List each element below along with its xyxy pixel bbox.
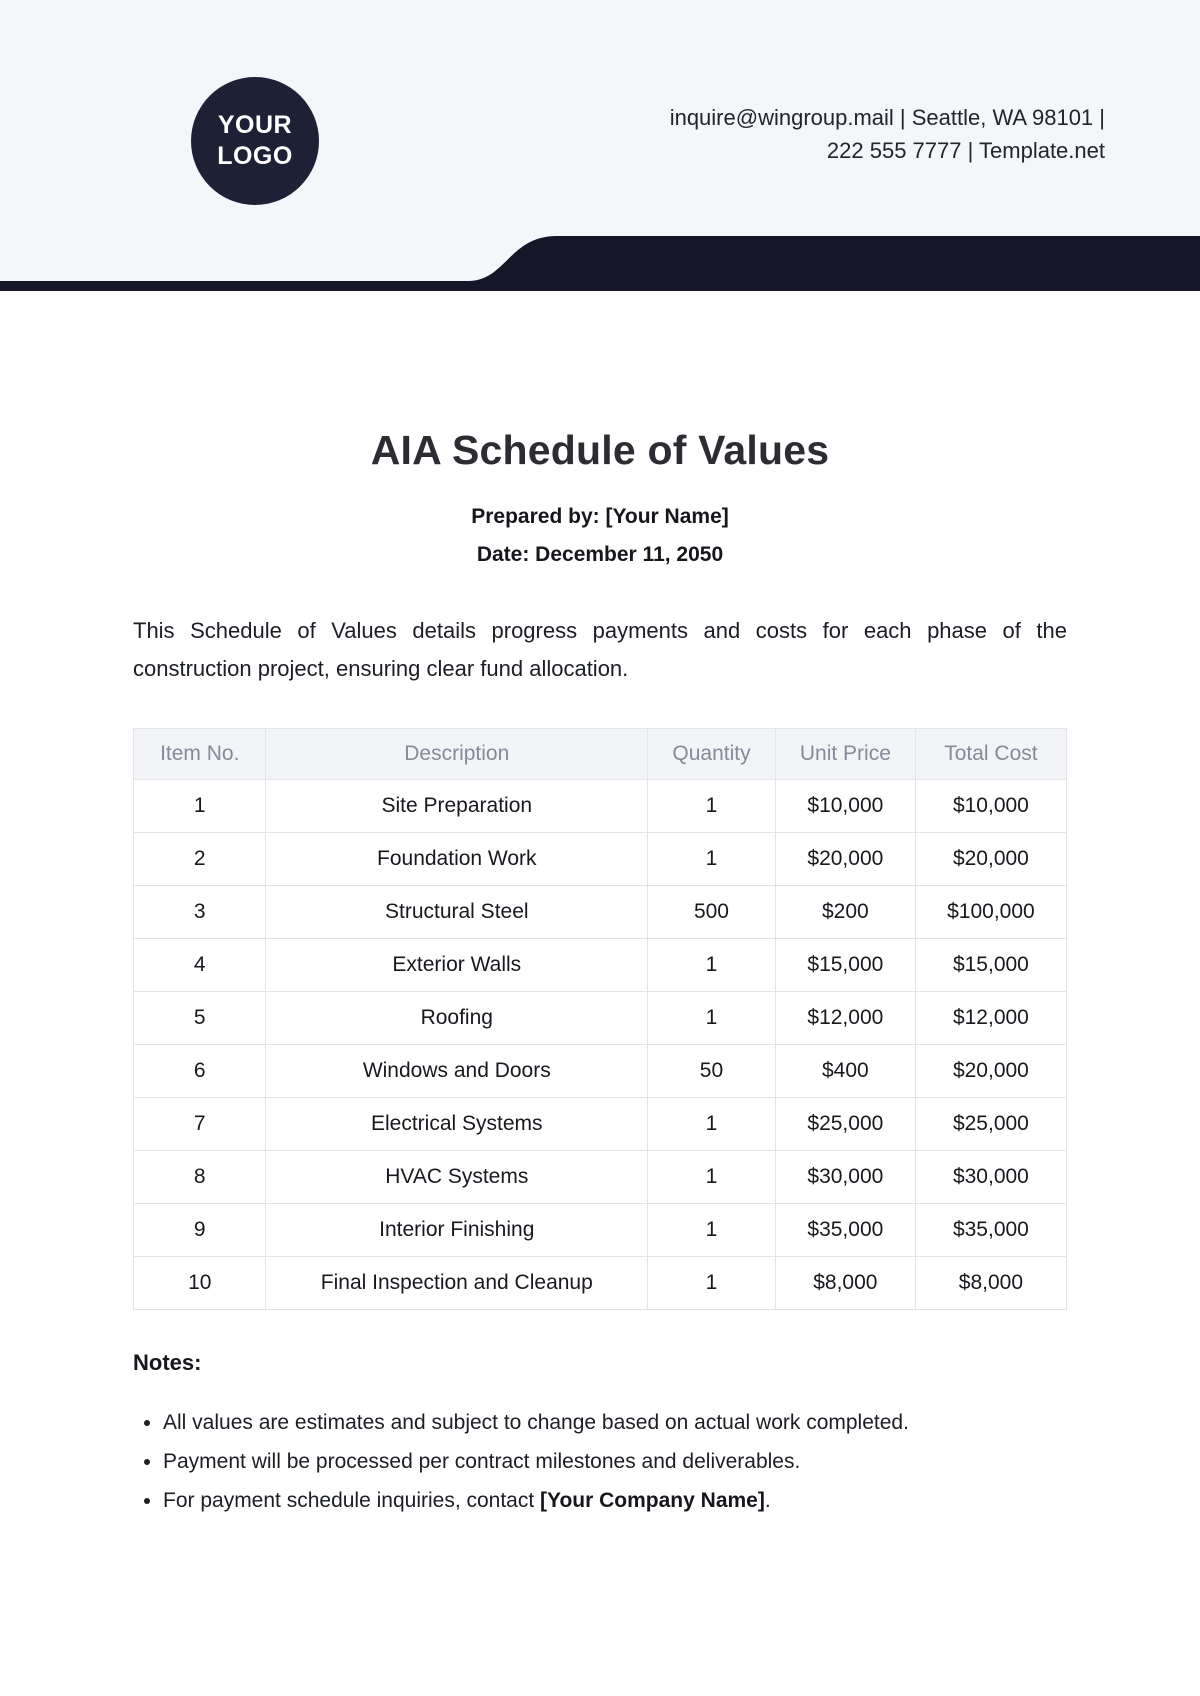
cell-total-cost: $25,000 bbox=[915, 1098, 1066, 1151]
cell-quantity: 1 bbox=[648, 780, 776, 833]
intro-paragraph: This Schedule of Values details progress payments and costs for each phase of the construction project, ensuring clear fund allocation. bbox=[133, 618, 1067, 681]
header-swoosh-graphic bbox=[0, 231, 1200, 291]
cell-quantity: 1 bbox=[648, 1257, 776, 1310]
note-text: All values are estimates and subject to change based on actual work completed. bbox=[163, 1411, 909, 1434]
cell-total-cost: $12,000 bbox=[915, 992, 1066, 1045]
table-header bbox=[134, 729, 1067, 780]
cell-item-no: 9 bbox=[134, 1204, 266, 1257]
cell-unit-price: $8,000 bbox=[775, 1257, 915, 1310]
cell-description: Roofing bbox=[266, 992, 648, 1045]
logo-text bbox=[217, 110, 293, 172]
cell-description: Interior Finishing bbox=[266, 1204, 648, 1257]
table-row bbox=[134, 886, 1067, 939]
cell-unit-price: $35,000 bbox=[775, 1204, 915, 1257]
cell-unit-price: $15,000 bbox=[775, 939, 915, 992]
cell-description: Electrical Systems bbox=[266, 1098, 648, 1151]
table-row bbox=[134, 1098, 1067, 1151]
notes-list bbox=[133, 1403, 1067, 1520]
cell-total-cost: $15,000 bbox=[915, 939, 1066, 992]
cell-item-no: 10 bbox=[134, 1257, 266, 1310]
cell-total-cost: $20,000 bbox=[915, 833, 1066, 886]
table-row bbox=[134, 1045, 1067, 1098]
document-body bbox=[133, 426, 1067, 1520]
column-header-total-cost: Total Cost bbox=[915, 729, 1066, 780]
cell-quantity: 1 bbox=[648, 1204, 776, 1257]
cell-unit-price: $400 bbox=[775, 1045, 915, 1098]
cell-item-no: 7 bbox=[134, 1098, 266, 1151]
cell-description: HVAC Systems bbox=[266, 1151, 648, 1204]
schedule-of-values-table bbox=[133, 728, 1067, 1310]
cell-item-no: 2 bbox=[134, 833, 266, 886]
note-company-placeholder: [Your Company Name] bbox=[540, 1489, 765, 1512]
table-row bbox=[134, 939, 1067, 992]
prepared-by-line: Prepared by: [Your Name] bbox=[471, 505, 729, 528]
logo-text-line1: YOUR bbox=[217, 111, 293, 139]
note-text: Payment will be processed per contract milestones and deliverables. bbox=[163, 1450, 801, 1473]
table-row bbox=[134, 1204, 1067, 1257]
cell-item-no: 3 bbox=[134, 886, 266, 939]
cell-quantity: 1 bbox=[648, 833, 776, 886]
cell-quantity: 500 bbox=[648, 886, 776, 939]
cell-total-cost: $8,000 bbox=[915, 1257, 1066, 1310]
note-item bbox=[163, 1403, 1067, 1442]
cell-quantity: 50 bbox=[648, 1045, 776, 1098]
page-title: AIA Schedule of Values bbox=[370, 427, 830, 473]
table-row bbox=[134, 1257, 1067, 1310]
cell-total-cost: $100,000 bbox=[915, 886, 1066, 939]
column-header-quantity: Quantity bbox=[648, 729, 776, 780]
cell-unit-price: $30,000 bbox=[775, 1151, 915, 1204]
table-row bbox=[134, 992, 1067, 1045]
table-body bbox=[134, 780, 1067, 1310]
cell-item-no: 8 bbox=[134, 1151, 266, 1204]
cell-total-cost: $10,000 bbox=[915, 780, 1066, 833]
table-row bbox=[134, 1151, 1067, 1204]
table-header-row bbox=[134, 729, 1067, 780]
note-item bbox=[163, 1481, 1067, 1520]
cell-total-cost: $35,000 bbox=[915, 1204, 1066, 1257]
contact-info bbox=[670, 101, 1105, 167]
cell-unit-price: $25,000 bbox=[775, 1098, 915, 1151]
cell-unit-price: $20,000 bbox=[775, 833, 915, 886]
cell-quantity: 1 bbox=[648, 1151, 776, 1204]
cell-description: Structural Steel bbox=[266, 886, 648, 939]
cell-description: Final Inspection and Cleanup bbox=[266, 1257, 648, 1310]
cell-description: Windows and Doors bbox=[266, 1045, 648, 1098]
cell-item-no: 5 bbox=[134, 992, 266, 1045]
document-date-line: Date: December 11, 2050 bbox=[476, 543, 724, 566]
note-text: For payment schedule inquiries, contact bbox=[163, 1489, 541, 1512]
logo-text-line2: LOGO bbox=[217, 142, 293, 170]
contact-line-2: 222 555 7777 | Template.net bbox=[826, 138, 1105, 163]
contact-line-1: inquire@wingroup.mail | Seattle, WA 98101 | bbox=[669, 105, 1105, 130]
cell-quantity: 1 bbox=[648, 939, 776, 992]
company-logo bbox=[191, 77, 319, 205]
cell-item-no: 6 bbox=[134, 1045, 266, 1098]
cell-description: Exterior Walls bbox=[266, 939, 648, 992]
cell-total-cost: $20,000 bbox=[915, 1045, 1066, 1098]
cell-quantity: 1 bbox=[648, 992, 776, 1045]
note-text-suffix: . bbox=[764, 1489, 771, 1512]
cell-unit-price: $12,000 bbox=[775, 992, 915, 1045]
cell-item-no: 1 bbox=[134, 780, 266, 833]
notes-heading: Notes: bbox=[133, 1350, 202, 1375]
table-row bbox=[134, 833, 1067, 886]
letterhead bbox=[0, 0, 1200, 291]
table-row bbox=[134, 780, 1067, 833]
column-header-unit-price: Unit Price bbox=[775, 729, 915, 780]
cell-item-no: 4 bbox=[134, 939, 266, 992]
cell-unit-price: $10,000 bbox=[775, 780, 915, 833]
cell-quantity: 1 bbox=[648, 1098, 776, 1151]
column-header-description: Description bbox=[266, 729, 648, 780]
note-item bbox=[163, 1442, 1067, 1481]
cell-total-cost: $30,000 bbox=[915, 1151, 1066, 1204]
column-header-item-no: Item No. bbox=[134, 729, 266, 780]
cell-description: Foundation Work bbox=[266, 833, 648, 886]
cell-description: Site Preparation bbox=[266, 780, 648, 833]
cell-unit-price: $200 bbox=[775, 886, 915, 939]
